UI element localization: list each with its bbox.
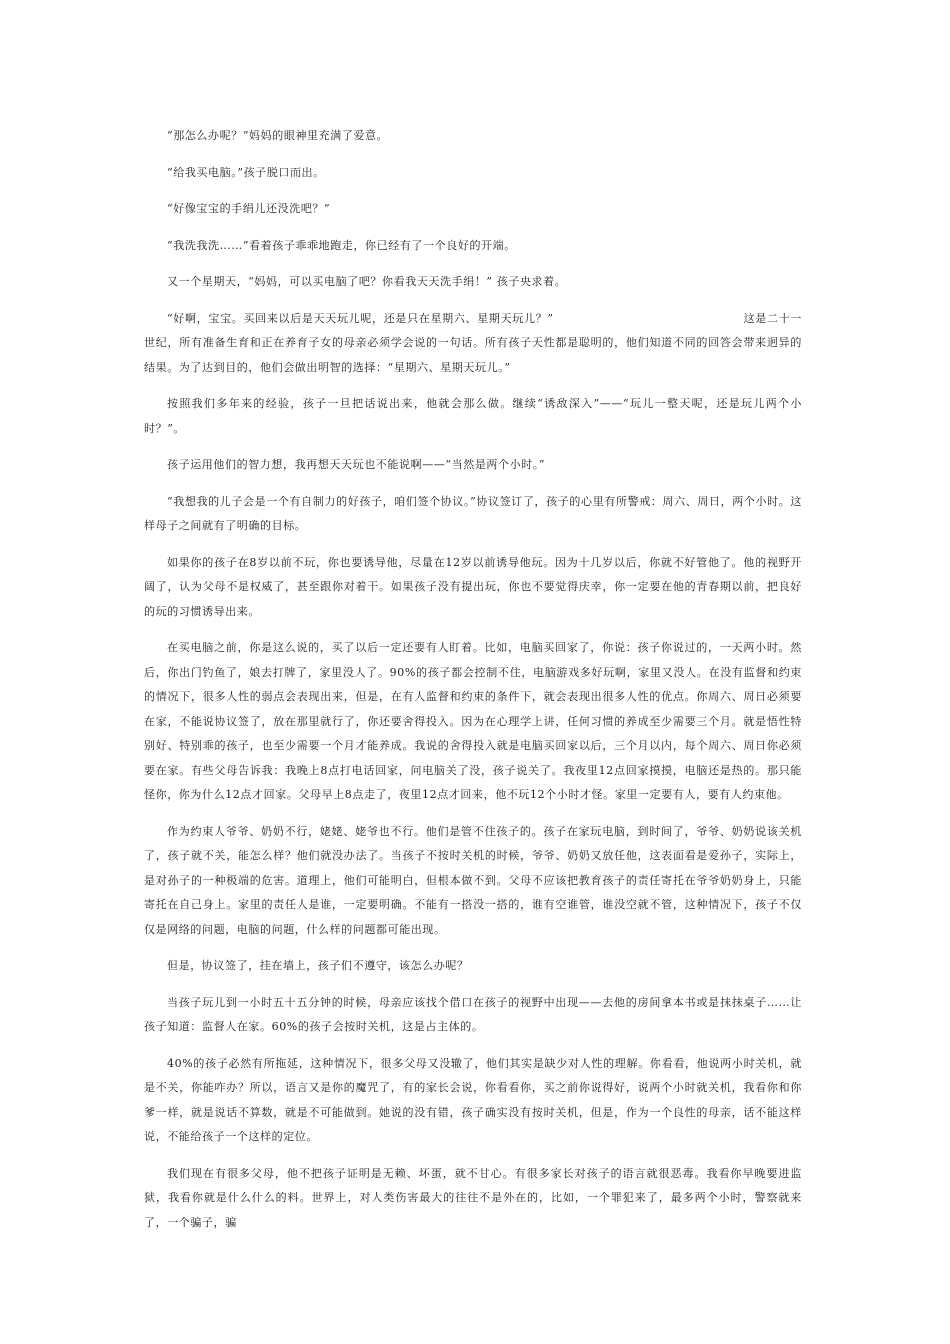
paragraph-15: 40%的孩子必然有所拖延，这种情况下，很多父母又没辙了，他们其实是缺少对人性的理解。你看看，他说两小时关机，就是不关，你能咋办？所以，语言又是你的魔咒了，有的家长会说，你看看你，买之前你说得好，说两个小时就关机，我看你和你爹一样，就是说话不算数，就是不可能做到。她说的没有错，孩子确实没有按时关机，但是，作为一个良性的母亲，话不能这样说，不能给孩子一个这样的定位。	[144, 1056, 802, 1143]
paragraph-5: 又一个星期天，“妈妈，可以买电脑了吧？你看我天天洗手绢！” 孩子央求着。	[167, 275, 567, 288]
paragraph-14: 当孩子玩儿到一小时五十五分钟的时候，母亲应该找个借口在孩子的视野中出现——去他的房间拿本书或是抹抹桌子……让孩子知道：监督人在家。60%的孩子会按时关机，这是占主体的。	[144, 995, 802, 1033]
paragraph-2: “给我买电脑。”孩子脱口而出。	[167, 165, 325, 179]
paragraph-6-quote: “好啊，宝宝。买回来以后是天天玩儿呢，还是只在星期六、星期天玩儿？”	[167, 311, 554, 325]
document-page	[144, 124, 802, 1247]
paragraph-6	[144, 307, 802, 381]
paragraph-13: 但是，协议签了，挂在墙上，孩子们不遵守，该怎么办呢？	[167, 959, 469, 972]
paragraph-7: 按照我们多年来的经验，孩子一旦把话说出来，他就会那么做。继续“诱敌深入”——“玩儿一整天呢，还是玩儿两个小时？”。	[144, 397, 802, 435]
paragraph-8: 孩子运用他们的智力想，我再想天天玩也不能说啊——“当然是两个小时。”	[167, 458, 546, 471]
paragraph-10: 如果你的孩子在8岁以前不玩，你也要诱导他，尽量在12岁以前诱导他玩。因为十几岁以后，你就不好管他了。他的视野开阔了，认为父母不是权威了，甚至跟你对着干。如果孩子没有提出玩，你也不要觉得庆幸，你一定要在他的青春期以前，把良好的玩的习惯诱导出来。	[144, 555, 802, 618]
paragraph-9: “我想我的儿子会是一个有自制力的好孩子，咱们签个协议。”协议签订了，孩子的心里有所警戒：周六、周日，两个小时。这样母子之间就有了明确的目标。	[144, 494, 802, 532]
paragraph-6-commentary: 这是二十一世纪，所有准备生育和正在养育子女的母亲必须学会说的一句话。所有孩子天性都是聪明的，他们知道不同的回答会带来迥异的结果。为了达到目的，他们会做出明智的选择：“星期六、星期天玩儿。”	[144, 311, 803, 374]
paragraph-3: “好像宝宝的手绢儿还没洗吧？”	[167, 202, 331, 215]
paragraph-11: 在买电脑之前，你是这么说的，买了以后一定还要有人盯着。比如，电脑买回家了，你说：孩子你说过的，一天两小时。然后，你出门钓鱼了，娘去打牌了，家里没人了。90%的孩子都会控制不住，电脑游戏多好玩啊，家里又没人。在没有监督和约束的情况下，很多人性的弱点会表现出来，但是，在有人监督和约束的条件下，就会表现出很多人性的优点。你周六、周日必须要在家，不能说协议签了，放在那里就行了，你还要舍得投入。因为在心理学上讲，任何习惯的养成至少需要三个月。就是悟性特别好、特别乖的孩子，也至少需要一个月才能养成。我说的舍得投入就是电脑买回家以后，三个月以内，每个周六、周日你必须要在家。有些父母告诉我：我晚上8点打电话回家，问电脑关了没，孩子说关了。我夜里12点回家摸摸，电脑还是热的。那只能怪你，你为什么12点才回家。父母早上8点走了，夜里12点才回来，他不玩12个小时才怪。家里一定要有人，要有人约束他。	[144, 641, 802, 801]
paragraph-16: 我们现在有很多父母，他不把孩子证明是无赖、坏蛋，就不甘心。有很多家长对孩子的语言就很恶毒。我看你早晚要进监狱，我看你就是什么什么的料。世界上，对人类伤害最大的往往不是外在的，比如，一个罪犯来了，最多两个小时，警察就来了，一个骗子，骗	[144, 1166, 802, 1229]
paragraph-12: 作为约束人爷爷、奶奶不行，姥姥、姥爷也不行。他们是管不住孩子的。孩子在家玩电脑，到时间了，爷爷、奶奶说该关机了，孩子就不关，能怎么样？他们就没办法了。当孩子不按时关机的时候，爷爷、奶奶又放任他，这表面看是爱孙子，实际上，是对孙子的一种极端的危害。道理上，他们可能明白，但根本做不到。父母不应该把教育孩子的责任寄托在爷爷奶奶身上，只能寄托在自己身上。家里的责任人是谁，一定要明确。不能有一搭没一搭的，谁有空谁管，谁没空就不管，这种情况下，孩子不仅仅是网络的问题，电脑的问题，什么样的问题都可能出现。	[144, 824, 802, 936]
paragraph-4: “我洗我洗……”看着孩子乖乖地跑走，你已经有了一个良好的开端。	[167, 238, 516, 252]
paragraph-1: “那怎么办呢？”妈妈的眼神里充满了爱意。	[167, 129, 389, 142]
